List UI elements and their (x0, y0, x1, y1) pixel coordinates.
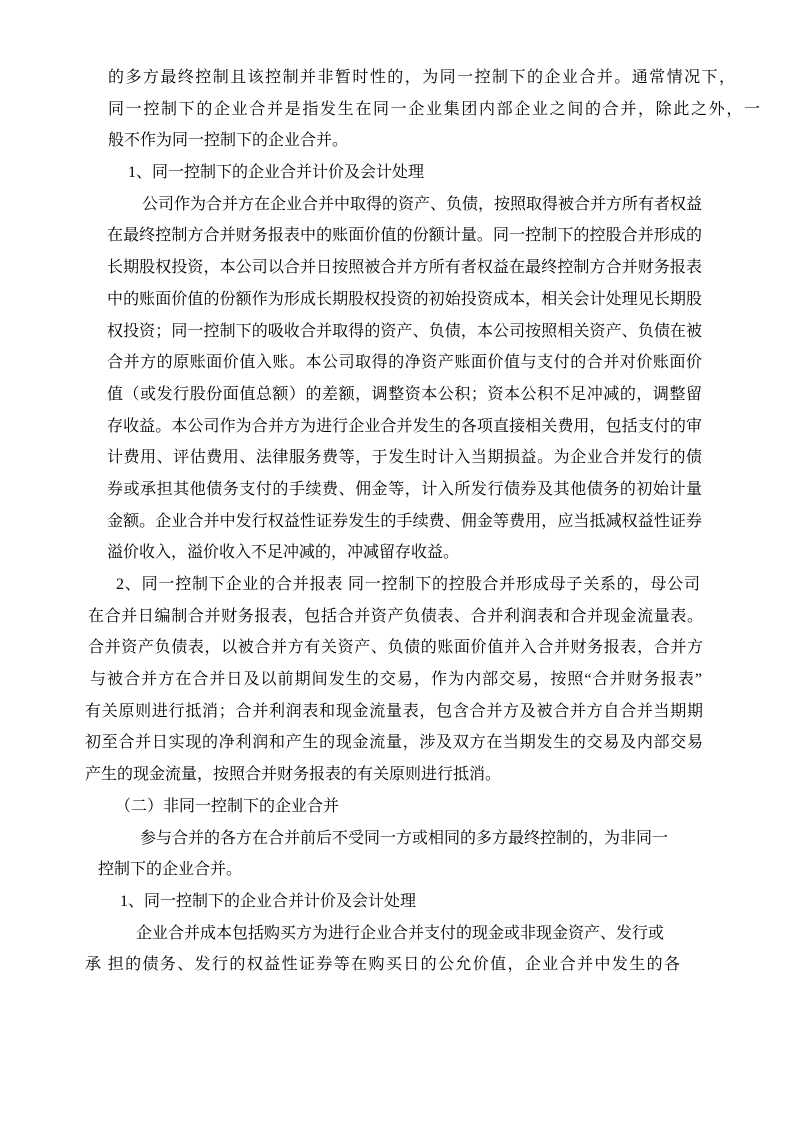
text-line: 控制下的企业合并。 (98, 861, 243, 879)
text-line: 同一控制下的企业合并是指发生在同一企业集团内部企业之间的合并，除此之外，一 (108, 100, 760, 118)
text-line: 初至合并日实现的净利润和产生的现金流量，涉及双方在当期发生的交易及内部交易 (85, 734, 703, 752)
text-line: 企业合并成本包括购买方为进行企业合并支付的现金或非现金资产、发行或 (136, 924, 665, 942)
text-line: 在最终控制方合并财务报表中的账面价值的份额计量。同一控制下的控股合并形成的 (107, 227, 702, 245)
text-line: 承 担的债务、发行的权益性证券等在购买日的公允价值，企业合并中发生的各 (85, 956, 680, 974)
text-line: 长期股权投资，本公司以合并日按照被合并方所有者权益在最终控制方合并财务报表 (107, 259, 702, 277)
text-line: 溢价收入，溢价收入不足冲减的，冲减留存收益。 (107, 544, 460, 562)
text-line: 1、同一控制下的企业合并计价及会计处理 (128, 164, 425, 182)
text-line: 计费用、评估费用、法律服务费等，于发生时计入当期损益。为企业合并发行的债 (107, 449, 702, 467)
text-line: 存收益。本公司作为合并方为进行企业合并发生的各项直接相关费用，包括支付的审 (107, 417, 702, 435)
text-line: 券或承担其他债务支付的手续费、佣金等，计入所发行债券及其他债务的初始计量 (107, 480, 702, 498)
text-line: 中的账面价值的份额作为形成长期股权投资的初始投资成本，相关会计处理见长期股 (107, 290, 702, 308)
text-line: 与被合并方在合并日及以前期间发生的交易，作为内部交易，按照“合并财务报表” (90, 671, 702, 689)
text-line: （二）非同一控制下的企业合并 (115, 797, 340, 815)
text-line: 在合并日编制合并财务报表，包括合并资产负债表、合并利润表和合并现金流量表。 (88, 607, 703, 625)
text-line: 合并资产负债表，以被合并方有关资产、负债的账面价值并入合并财务报表，合并方 (88, 639, 703, 657)
text-line: 公司作为合并方在企业合并中取得的资产、负债，按照取得被合并方所有者权益 (142, 195, 703, 213)
text-line: 有关原则进行抵消；合并利润表和现金流量表，包含合并方及被合并方自合并当期期 (85, 702, 703, 720)
document-body (0, 62, 793, 981)
text-line: 值（或发行股份面值总额）的差额，调整资本公积；资本公积不足冲减的，调整留 (107, 385, 702, 403)
text-line: 的多方最终控制且该控制并非暂时性的，为同一控制下的企业合并。通常情况下， (108, 69, 735, 86)
text-line: 产生的现金流量，按照合并财务报表的有关原则进行抵消。 (85, 766, 502, 784)
text-line: 金额。企业合并中发行权益性证券发生的手续费、佣金等费用，应当抵减权益性证券 (107, 512, 702, 530)
text-line: 参与合并的各方在合并前后不受同一方或相同的多方最终控制的，为非同一 (140, 829, 669, 847)
text-line: 合并方的原账面价值入账。本公司取得的净资产账面价值与支付的合并对价账面价 (107, 354, 702, 372)
text-line: 2、同一控制下企业的合并报表 同一控制下的控股合并形成母子关系的，母公司 (116, 576, 700, 593)
text-line: 权投资；同一控制下的吸收合并取得的资产、负债，本公司按照相关资产、负债在被 (107, 322, 702, 340)
text-line: 般不作为同一控制下的企业合并。 (108, 132, 349, 150)
text-line: 1、同一控制下的企业合并计价及会计处理 (120, 892, 417, 910)
